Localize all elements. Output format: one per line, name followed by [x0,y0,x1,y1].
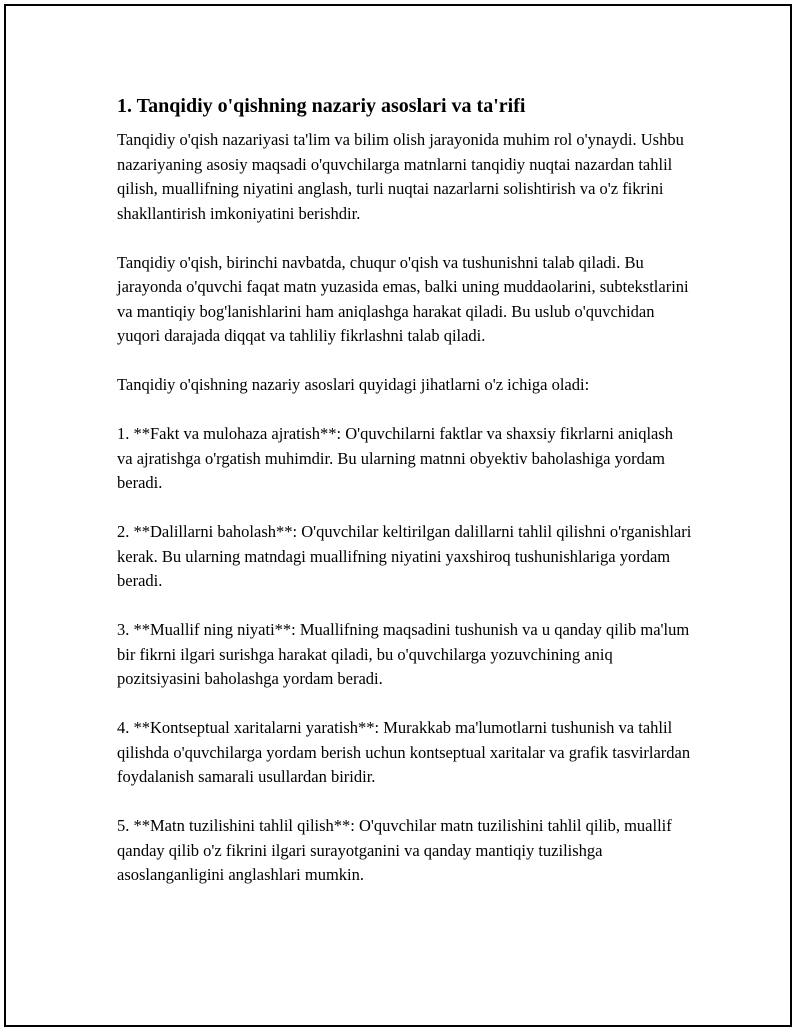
list-item-4: 4. **Kontseptual xaritalarni yaratish**: Murakkab ma'lumotlarni tushunish va tahlil qilishda o'quvchilarga yordam berish uchun kontseptual xaritalar va grafik tasvirlardan foydalanish samarali usullardan biridir. [117,718,691,786]
paragraph-deep-reading: Tanqidiy o'qish, birinchi navbatda, chuqur o'qish va tushunishni talab qiladi. Bu jarayonda o'quvchi faqat matn yuzasida emas, balki uning muddaolarini, subtekstlarini va mantiqiy bog'lanishlarini ham aniqlashga harakat qiladi. Bu uslub o'quvchidan yuqori darajada diqqat va tahliliy fikrlashni talab qiladi. [117,252,689,345]
list-item-5: 5. **Matn tuzilishini tahlil qilish**: O'quvchilar matn tuzilishini tahlil qilib, muallif qanday qilib o'z fikrini ilgari surayotganini va qanday mantiqiy tuzilishga asoslanganligini anglashlari mumkin. [117,816,672,884]
paragraph-list-intro: Tanqidiy o'qishning nazariy asoslari quyidagi jihatlarni o'z ichiga oladi: [117,375,590,394]
list-item-2: 2. **Dalillarni baholash**: O'quvchilar keltirilgan dalillarni tahlil qilishni o'rganishlari kerak. Bu ularning matndagi muallifning niyatini yaxshiroq tushunishlariga yordam beradi. [117,522,692,590]
list-item-3: 3. **Muallif ning niyati**: Muallifning maqsadini tushunish va u qanday qilib ma'lum bir fikrni ilgari surishga harakat qiladi, bu o'quvchilarga yozuvchining aniq pozitsiyasini baholashga yordam beradi. [117,620,690,688]
paragraph-intro: Tanqidiy o'qish nazariyasi ta'lim va bilim olish jarayonida muhim rol o'ynaydi. Ushbu nazariyaning asosiy maqsadi o'quvchilarga matnlarni tanqidiy nuqtai nazardan tahlil qilish, muallifning niyatini anglash, turli nuqtai nazarlarni solishtirish va o'z fikrini shakllantirish imkoniyatini berishdir. [117,130,684,223]
document-body [117,92,692,912]
list-item-1: 1. **Fakt va mulohaza ajratish**: O'quvchilarni faktlar va shaxsiy fikrlarni aniqlash va ajratishga o'rgatish muhimdir. Bu ularning matnni obyektiv baholashiga yordam beradi. [117,424,674,492]
section-heading: 1. Tanqidiy o'qishning nazariy asoslari va ta'rifi [117,95,526,117]
